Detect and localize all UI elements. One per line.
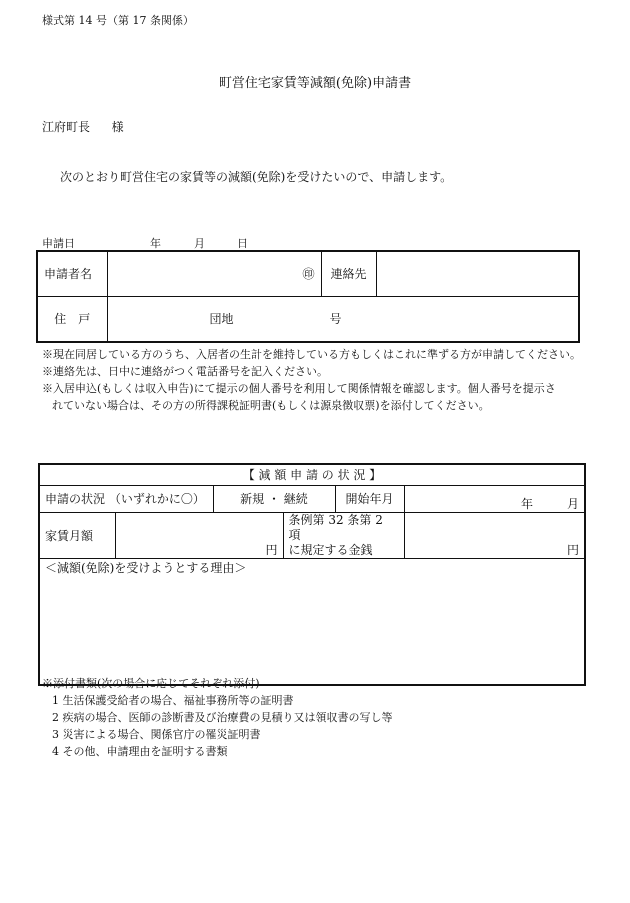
form-number: 様式第 14 号（第 17 条関係）	[42, 14, 194, 27]
date-year-field[interactable]: 年	[150, 237, 161, 250]
reason-field[interactable]	[39, 558, 585, 685]
status-options[interactable]: 新規 ・ 継続	[213, 485, 335, 512]
rent-label: 家賃月額	[39, 512, 115, 558]
address-label: 住 戸	[37, 296, 107, 342]
note-3: ※入居申込(もしくは収入申告)にて提示の個人番号を利用して関係情報を確認します。個人番号を提示さ	[42, 382, 556, 395]
rule-label	[283, 512, 404, 558]
intro-text: 次のとおり町営住宅の家賃等の減額(免除)を受けたいので、申請します。	[60, 170, 453, 184]
applicant-table	[36, 250, 580, 343]
note-2: ※連絡先は、日中に連絡がつく電話番号を記入ください。	[42, 365, 328, 378]
danchi-label: 団地	[209, 312, 234, 327]
reduction-header: 【 減 額 申 請 の 状 況 】	[39, 464, 585, 485]
addressee	[42, 118, 124, 135]
rule-amount-field[interactable]	[404, 512, 585, 558]
note-3-cont: れていない場合は、その方の所得課税証明書(もしくは源泉徴収票)を添付してください。	[52, 399, 490, 412]
applicant-name-field[interactable]	[107, 251, 321, 296]
attachments-heading: ※添付書類(次の場合に応じてそれぞれ添付)	[42, 677, 260, 690]
date-day-field[interactable]: 日	[237, 237, 248, 250]
start-month-unit: 月	[566, 496, 579, 511]
rule-label-line2: に規定する金銭	[288, 542, 373, 557]
attachment-item-1: 1 生活保護受給者の場合、福祉事務所等の証明書	[52, 694, 294, 707]
addressee-honorific: 様	[111, 120, 124, 134]
rule-yen-unit: 円	[566, 542, 579, 557]
attachment-item-3: 3 災害による場合、関係官庁の罹災証明書	[52, 728, 261, 741]
reason-label: ＜減額(免除)を受けようとする理由＞	[45, 560, 247, 575]
rent-field[interactable]	[115, 512, 283, 558]
date-label: 申請日	[42, 237, 75, 250]
rule-label-line1: 条例第 32 条第 2 項	[288, 512, 383, 542]
contact-label: 連絡先	[321, 251, 376, 296]
rent-yen-unit: 円	[265, 542, 278, 557]
date-month-field[interactable]: 月	[194, 237, 205, 250]
seal-mark: ㊞	[302, 267, 315, 282]
reduction-table	[38, 463, 586, 686]
note-1: ※現在同居している方のうち、入居者の生計を維持している方もしくはこれに準ずる方が申請してください。	[42, 348, 581, 361]
start-month-field[interactable]	[404, 485, 585, 512]
start-year-unit: 年	[520, 496, 533, 511]
gou-label: 号	[329, 312, 342, 327]
addressee-name: 江府町長	[42, 120, 91, 134]
attachment-item-2: 2 疾病の場合、医師の診断書及び治療費の見積り又は領収書の写し等	[52, 711, 393, 724]
status-label: 申請の状況 （いずれかに〇）	[39, 485, 213, 512]
attachment-item-4: 4 その他、申請理由を証明する書類	[52, 745, 228, 758]
applicant-name-label: 申請者名	[37, 251, 107, 296]
start-month-label: 開始年月	[335, 485, 404, 512]
contact-field[interactable]	[376, 251, 579, 296]
address-field[interactable]	[107, 296, 579, 342]
page-title: 町営住宅家賃等減額(免除)申請書	[218, 76, 412, 91]
